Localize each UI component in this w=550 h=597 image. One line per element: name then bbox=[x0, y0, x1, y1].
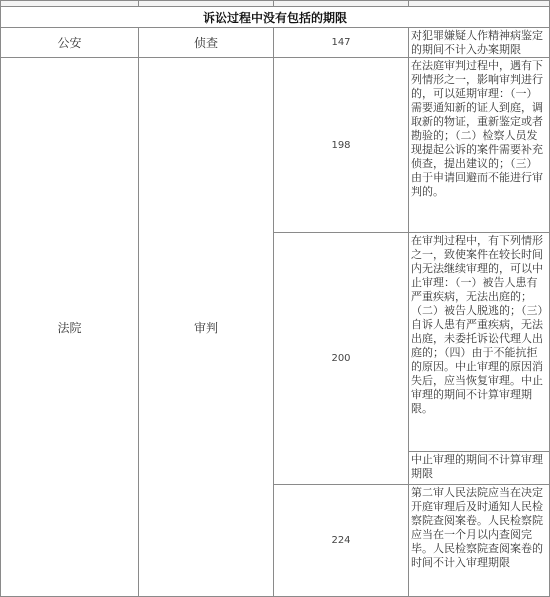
table-title: 诉讼过程中没有包括的期限 bbox=[0, 6, 550, 28]
org-court: 法院 bbox=[0, 57, 139, 597]
article-147: 147 bbox=[273, 27, 409, 58]
text-198: 在法庭审判过程中，遇有下列情形之一，影响审判进行的，可以延期审理：（一）需要通知新的证人到庭，调取新的物证，重新鉴定或者勘验的；（二）检察人员发现提起公诉的案件需要补充侦查，提出建议的；（三）由于申请回避而不能进行审判的。 bbox=[408, 57, 550, 233]
text-147: 对犯罪嫌疑人作精神病鉴定的期间不计入办案期限 bbox=[408, 27, 550, 58]
article-224: 224 bbox=[273, 484, 409, 597]
stage-investigation: 侦查 bbox=[138, 27, 274, 58]
org-police: 公安 bbox=[0, 27, 139, 58]
note-200: 中止审理的期间不计算审理期限 bbox=[408, 451, 550, 485]
article-200: 200 bbox=[273, 232, 409, 485]
text-224: 第二审人民法院应当在决定开庭审理后及时通知人民检察院查阅案卷。人民检察院应当在一个月以内查阅完毕。人民检察院查阅案卷的时间不计入审理期限 bbox=[408, 484, 550, 597]
stage-trial: 审判 bbox=[138, 57, 274, 597]
article-198: 198 bbox=[273, 57, 409, 233]
text-200: 在审判过程中，有下列情形之一，致使案件在较长时间内无法继续审理的，可以中止审理：（一）被告人患有严重疾病，无法出庭的；（二）被告人脱逃的；（三）自诉人患有严重疾病，无法出庭，未委托诉讼代理人出庭的；（四）由于不能抗拒的原因。中止审理的原因消失后，应当恢复审理。中止审理的期间不计算审理期限。 bbox=[408, 232, 550, 452]
